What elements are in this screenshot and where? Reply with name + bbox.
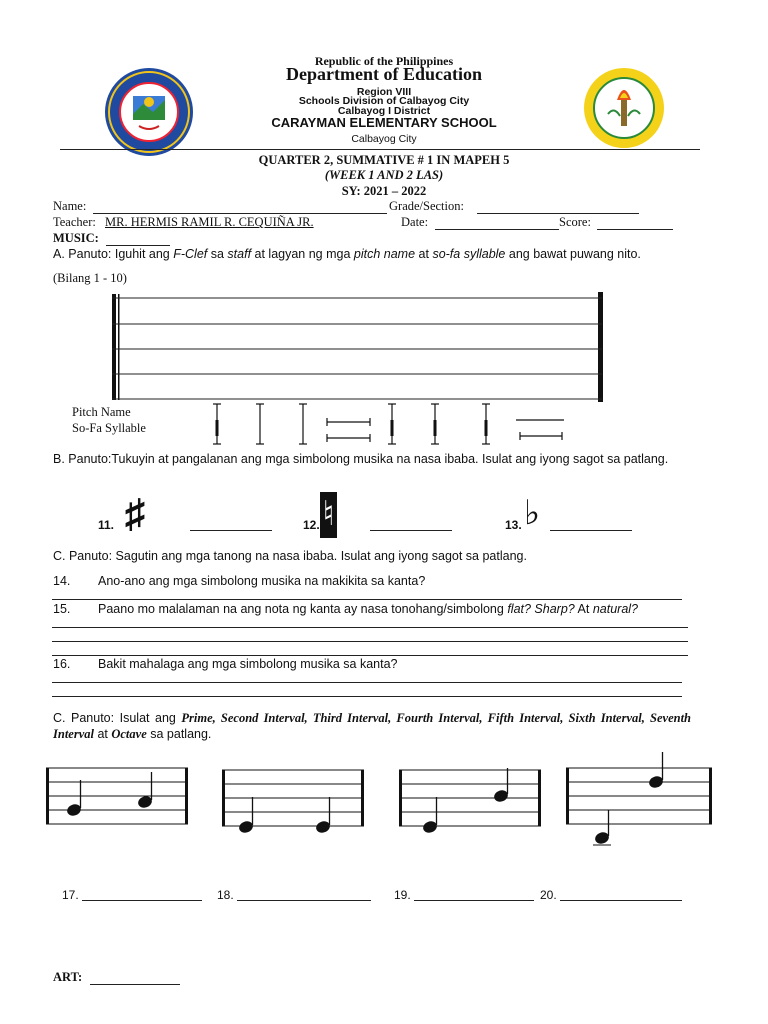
- item-13-number: 13.: [505, 518, 522, 532]
- header-city: Calbayog City: [351, 133, 417, 145]
- q16-number: 16.: [53, 657, 71, 671]
- name-row: [53, 199, 693, 215]
- flat-icon: ♭: [524, 495, 541, 532]
- test-title: QUARTER 2, SUMMATIVE # 1 IN MAPEH 5: [258, 153, 510, 167]
- q15-text: Paano mo malalaman na ang nota ng kanta ay nasa tonohang/simbolong flat? Sharp? At natural?: [98, 602, 639, 616]
- header-division: Schools Division of Calbayog City: [298, 95, 470, 107]
- grade-field[interactable]: [477, 201, 639, 214]
- item-12-answer-field[interactable]: [370, 518, 452, 531]
- score-field[interactable]: [597, 217, 673, 230]
- item-18-number: 18.: [217, 888, 234, 902]
- q14-number: 14.: [53, 574, 71, 588]
- name-field[interactable]: [93, 201, 387, 214]
- teacher-row: [53, 215, 693, 231]
- partB-instruction: B. Panuto:Tukuyin at pangalanan ang mga simbolong musika na nasa ibaba. Isulat ang iyong sagot sa patlang.: [53, 452, 669, 466]
- music-score-field[interactable]: [106, 233, 170, 246]
- interval-staff-17: [46, 766, 190, 832]
- sofa-syllable-label: So-Fa Syllable: [72, 421, 146, 435]
- score-label: Score:: [559, 215, 591, 229]
- header-school: CARAYMAN ELEMENTARY SCHOOL: [271, 115, 497, 130]
- q16-answer-line-2[interactable]: [52, 696, 682, 697]
- q14-text: Ano-ano ang mga simbolong musika na makikita sa kanta?: [98, 574, 426, 588]
- test-sy: SY: 2021 – 2022: [341, 184, 427, 198]
- item-13-answer-field[interactable]: [550, 518, 632, 531]
- header-republic: Republic of the Philippines: [314, 54, 454, 68]
- header-region: Region VIII: [356, 86, 412, 98]
- item-19-answer-field[interactable]: [414, 888, 534, 901]
- item-11-number: 11.: [98, 518, 115, 532]
- q16-text: Bakit mahalaga ang mga simbolong musika sa kanta?: [98, 657, 398, 671]
- q15-answer-line-2[interactable]: [52, 641, 688, 642]
- name-label: Name:: [53, 199, 87, 213]
- partC-instruction: C. Panuto: Sagutin ang mga tanong na nasa ibaba. Isulat ang iyong sagot sa patlang.: [53, 549, 527, 563]
- pitch-name-label: Pitch Name: [72, 405, 131, 419]
- interval-staff-18: [222, 768, 366, 834]
- grade-label: Grade/Section:: [389, 199, 464, 213]
- q15-answer-line-3[interactable]: [52, 655, 688, 656]
- test-weeks: (WEEK 1 AND 2 LAS): [324, 168, 444, 182]
- teacher-value: MR. HERMIS RAMIL R. CEQUIÑA JR.: [105, 215, 314, 229]
- art-label: ART:: [53, 970, 83, 984]
- header-department: Department of Education: [286, 64, 482, 84]
- q16-answer-line-1[interactable]: [52, 682, 682, 683]
- item-20-answer-field[interactable]: [560, 888, 682, 901]
- natural-icon: ♮: [322, 496, 335, 533]
- teacher-label: Teacher:: [53, 215, 96, 229]
- partA-instruction: A. Panuto: Iguhit ang F-Clef sa staff at lagyan ng mga pitch name at so-fa syllable ang bawat puwang nito.: [53, 247, 641, 261]
- item-17-answer-field[interactable]: [82, 888, 202, 901]
- music-staff[interactable]: [112, 292, 604, 402]
- item-18-answer-field[interactable]: [237, 888, 371, 901]
- header-district: Calbayog I District: [337, 105, 431, 117]
- interval-staff-19: [399, 768, 543, 834]
- date-label: Date:: [401, 215, 429, 229]
- interval-staff-20: [566, 762, 714, 852]
- music-label: MUSIC:: [53, 231, 99, 245]
- q14-answer-line[interactable]: [52, 599, 682, 600]
- date-field[interactable]: [435, 217, 559, 230]
- item-19-number: 19.: [394, 888, 411, 902]
- item-11-answer-field[interactable]: [190, 518, 272, 531]
- answer-markers: [210, 400, 570, 448]
- item-12-number: 12.: [303, 518, 320, 532]
- item-20-number: 20.: [540, 888, 557, 902]
- partD-instruction: C. Panuto: Isulat ang Prime, Second Interval, Third Interval, Fourth Interval, Fifth Interval, Sixth Interval, Seventh Interval at Octave sa patlang.: [53, 711, 691, 741]
- item-17-number: 17.: [62, 888, 79, 902]
- art-score-field[interactable]: [90, 972, 180, 985]
- partA-range: (Bilang 1 - 10): [53, 271, 127, 285]
- header-divider: [60, 149, 700, 150]
- sharp-icon: ♯: [125, 491, 145, 536]
- q15-answer-line-1[interactable]: [52, 627, 688, 628]
- q15-number: 15.: [53, 602, 71, 616]
